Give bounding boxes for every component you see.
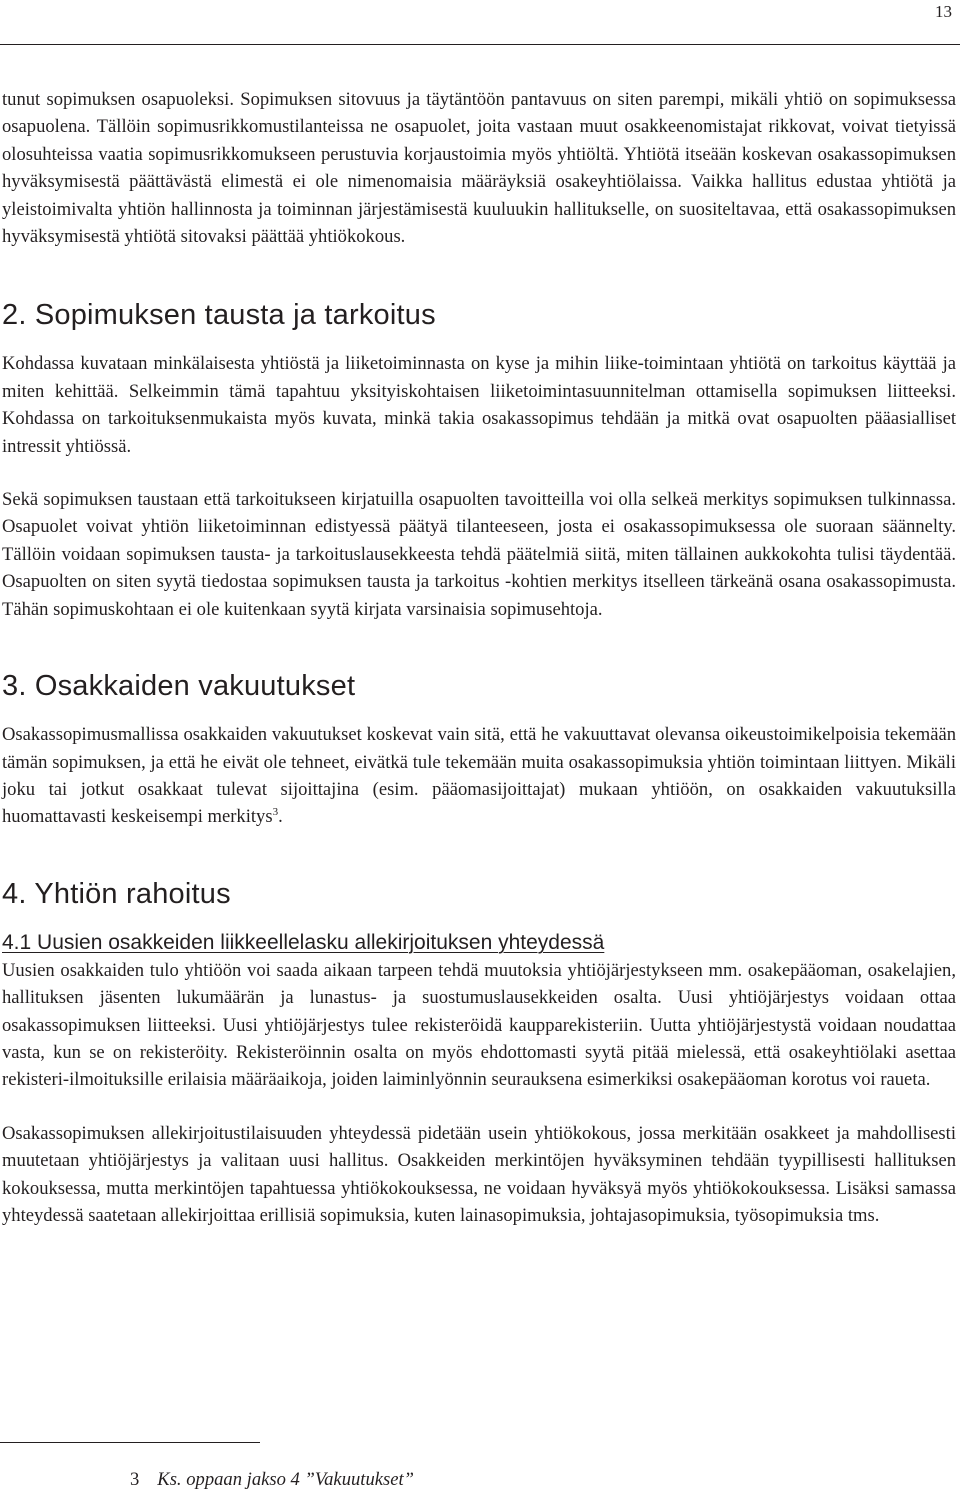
footnote-text: Ks. oppaan jakso 4 ”Vakuutukset” xyxy=(157,1469,414,1490)
paragraph-section-4-1-first: Uusien osakkaiden tulo yhtiöön voi saada aikaan tarpeen tehdä muutoksia yhtiöjärjestykseen mm. osakepääoman, osakelajien, hallituksen jäsenten lukumäärän ja lunastus- ja suostumuslausekkeiden osalta. Uusi yhtiöjärjestys voidaan ottaa osakassopimuksen liitteeksi. Uusi yhtiöjärjestys tulee rekisteröidä kaupparekisteriin. Uutta yhtiöjärjestystä voidaan noudattaa vasta, kun se on rekisteröity. Rekisteröinnin osalta on myös ehdottomasti syytä pitää mielessä, että osakeyhtiölaki asettaa rekisteri-ilmoituksille erilaisia määräaikoja, joiden laiminlyönnin seurauksena esimerkiksi osakepääoman korotus voi raueta. xyxy=(2,959,956,1091)
header-rule xyxy=(0,44,960,45)
paragraph-section-3-text: Osakassopimusmallissa osakkaiden vakuutukset koskevat vain sitä, että he vakuuttavat olevansa oikeustoimikelpoisia tekemään tämän sopimuksen, ja että he eivät ole tehneet, eivätkä tule tekemään muita osakassopimuksia yhtiön toimintaan liittyen. Mikäli joku tai jotkut osakkaat tulevat sijoittajina (esim. pääomasijoittajat) mukaan yhtiöön, on osakkaiden vakuutuksilla huomattavasti keskeisempi merkitys xyxy=(2,724,956,828)
footnote-reference: 3 xyxy=(272,806,279,819)
page-number: 13 xyxy=(935,2,952,21)
subsection-heading-4-1: 4.1 Uusien osakkeiden liikkeellelasku allekirjoituksen yhteydessä xyxy=(2,930,605,954)
section-heading-4: 4. Yhtiön rahoitus xyxy=(2,877,231,910)
footnote-rule xyxy=(0,1442,260,1443)
paragraph-section-2-second: Sekä sopimuksen taustaan että tarkoitukseen kirjatuilla osapuolten tavoitteilla voi olla selkeä merkitys sopimuksen tulkinnassa. Osapuolet voivat yhtiön liiketoiminnan edistyessä päätyä tilanteeseen, josta ei osakassopimuksessa ole suoraan säännelty. Tällöin voidaan sopimuksen tausta- ja tarkoituslausekkeesta tehdä päätelmiä siitä, miten tällainen aukkokohta tulisi täydentää. Osapuolten on siten syytä tiedostaa sopimuksen tausta ja tarkoitus -kohtien merkitys itselleen tärkeänä osana osakassopimusta. Tähän sopimuskohtaan ei ole kuitenkaan syytä kirjata varsinaisia sopimusehtoja. xyxy=(2,489,956,620)
paragraph-intro-continuation: tunut sopimuksen osapuoleksi. Sopimuksen sitovuus ja täytäntöön pantavuus on siten parempi, mikäli yhtiö on sopimuksessa osapuolena. Tällöin sopimusrikkomustilanteissa ne osapuolet, joita vastaan muut osakkeenomistajat rikkovat, voivat tietyissä olosuhteissa vaatia sopimusrikkomukseen perustuvia korjaustoimia myös yhtiöltä. Yhtiötä itseään koskevan osakassopimuksen hyväksymisestä päättävästä elimestä ei ole nimenomaisia määräyksiä osakeyhtiölaissa. Vaikka hallitus edustaa yhtiötä ja yleistoimivalta yhtiön hallinnosta ja toiminnan järjestämisestä kuuluukin hallitukselle, on suositeltavaa, että osakassopimuksen hyväksymisestä yhtiötä sitovaksi päättää yhtiökokous. xyxy=(2,89,956,248)
paragraph-section-3-end: . xyxy=(278,806,283,828)
section-heading-3: 3. Osakkaiden vakuutukset xyxy=(2,670,356,703)
paragraph-section-3 xyxy=(2,721,956,831)
footnote-number: 3 xyxy=(130,1469,140,1490)
page-content xyxy=(2,86,956,1229)
footnote xyxy=(130,1468,414,1492)
paragraph-section-4-1-second: Osakassopimuksen allekirjoitustilaisuuden yhteydessä pidetään usein yhtiökokous, jossa merkitään osakkeet ja mahdollisesti muutetaan yhtiöjärjestys ja valitaan uusi hallitus. Osakkeiden merkintöjen hyväksyminen tehdään tyypillisesti hallituksen kokouksessa, mutta merkintöjen tapahtuessa yhtiökokouksessa, ne voidaan hyväksyä myös yhtiökokouksessa. Lisäksi samassa yhteydessä saatetaan allekirjoittaa erillisiä sopimuksia, kuten lainasopimuksia, johtajasopimuksia, työsopimuksia tms. xyxy=(2,1122,956,1226)
paragraph-section-2-first: Kohdassa kuvataan minkälaisesta yhtiöstä ja liiketoiminnasta on kyse ja mihin liike-toimintaan yhtiötä on tarkoitus käyttää ja miten kehittää. Selkeimmin tämä tapahtuu yksityiskohtaisen liiketoimintasuunnitelman ottamisella sopimuksen liitteeksi. Kohdassa on tarkoituksenmukaista myös kuvata, minkä takia osakassopimus tehdään ja mitkä ovat osapuolten pääasialliset intressit yhtiössä. xyxy=(2,353,956,457)
section-heading-2: 2. Sopimuksen tausta ja tarkoitus xyxy=(2,299,436,332)
